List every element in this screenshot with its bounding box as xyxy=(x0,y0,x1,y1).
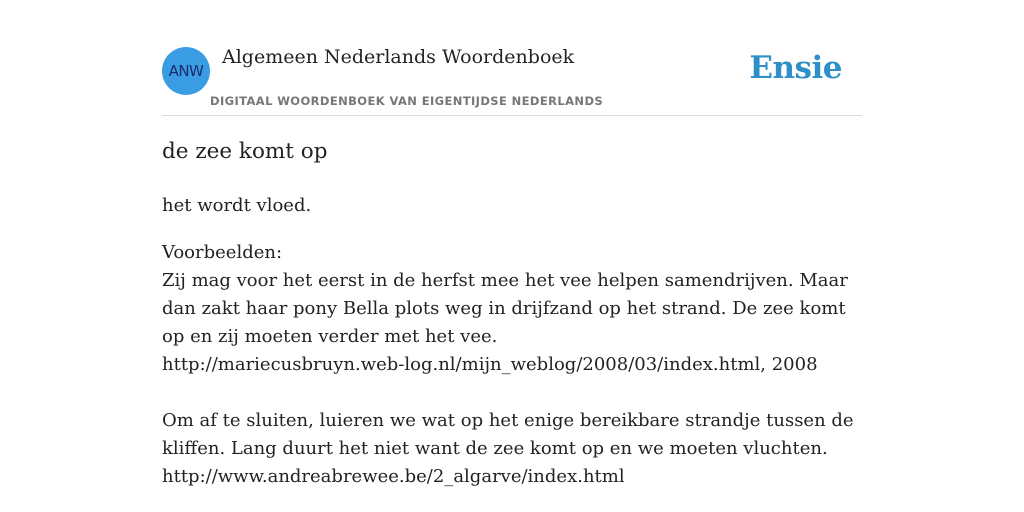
entry-definition: het wordt vloed. xyxy=(162,195,312,216)
ensie-brand-logo[interactable]: Ensie xyxy=(749,50,842,86)
site-title[interactable]: Algemeen Nederlands Woordenboek xyxy=(222,46,575,68)
logo-text: ANW xyxy=(168,62,204,80)
page-container xyxy=(162,0,862,512)
anw-logo[interactable] xyxy=(162,47,210,95)
site-subtitle: DIGITAAL WOORDENBOEK VAN EIGENTIJDSE NEDERLANDS xyxy=(210,94,604,108)
site-header xyxy=(162,0,862,116)
example-spacer xyxy=(162,379,862,407)
examples-section xyxy=(162,239,862,491)
examples-label: Voorbeelden: xyxy=(162,242,283,263)
example-item xyxy=(162,267,862,379)
entry-title: de zee komt op xyxy=(162,139,328,164)
example-item xyxy=(162,407,862,491)
example-source: http://www.andreabrewee.be/2_algarve/index.html xyxy=(162,466,625,487)
example-text: Om af te sluiten, luieren we wat op het enige bereikbare strandje tussen de kliffen. Lang duurt het niet want de zee komt op en we moeten vluchten. xyxy=(162,410,854,459)
example-source: http://mariecusbruyn.web-log.nl/mijn_weblog/2008/03/index.html, 2008 xyxy=(162,354,818,375)
example-text: Zij mag voor het eerst in de herfst mee het vee helpen samendrijven. Maar dan zakt haar pony Bella plots weg in drijfzand op het strand. De zee komt op en zij moeten verder met het vee. xyxy=(162,270,848,347)
